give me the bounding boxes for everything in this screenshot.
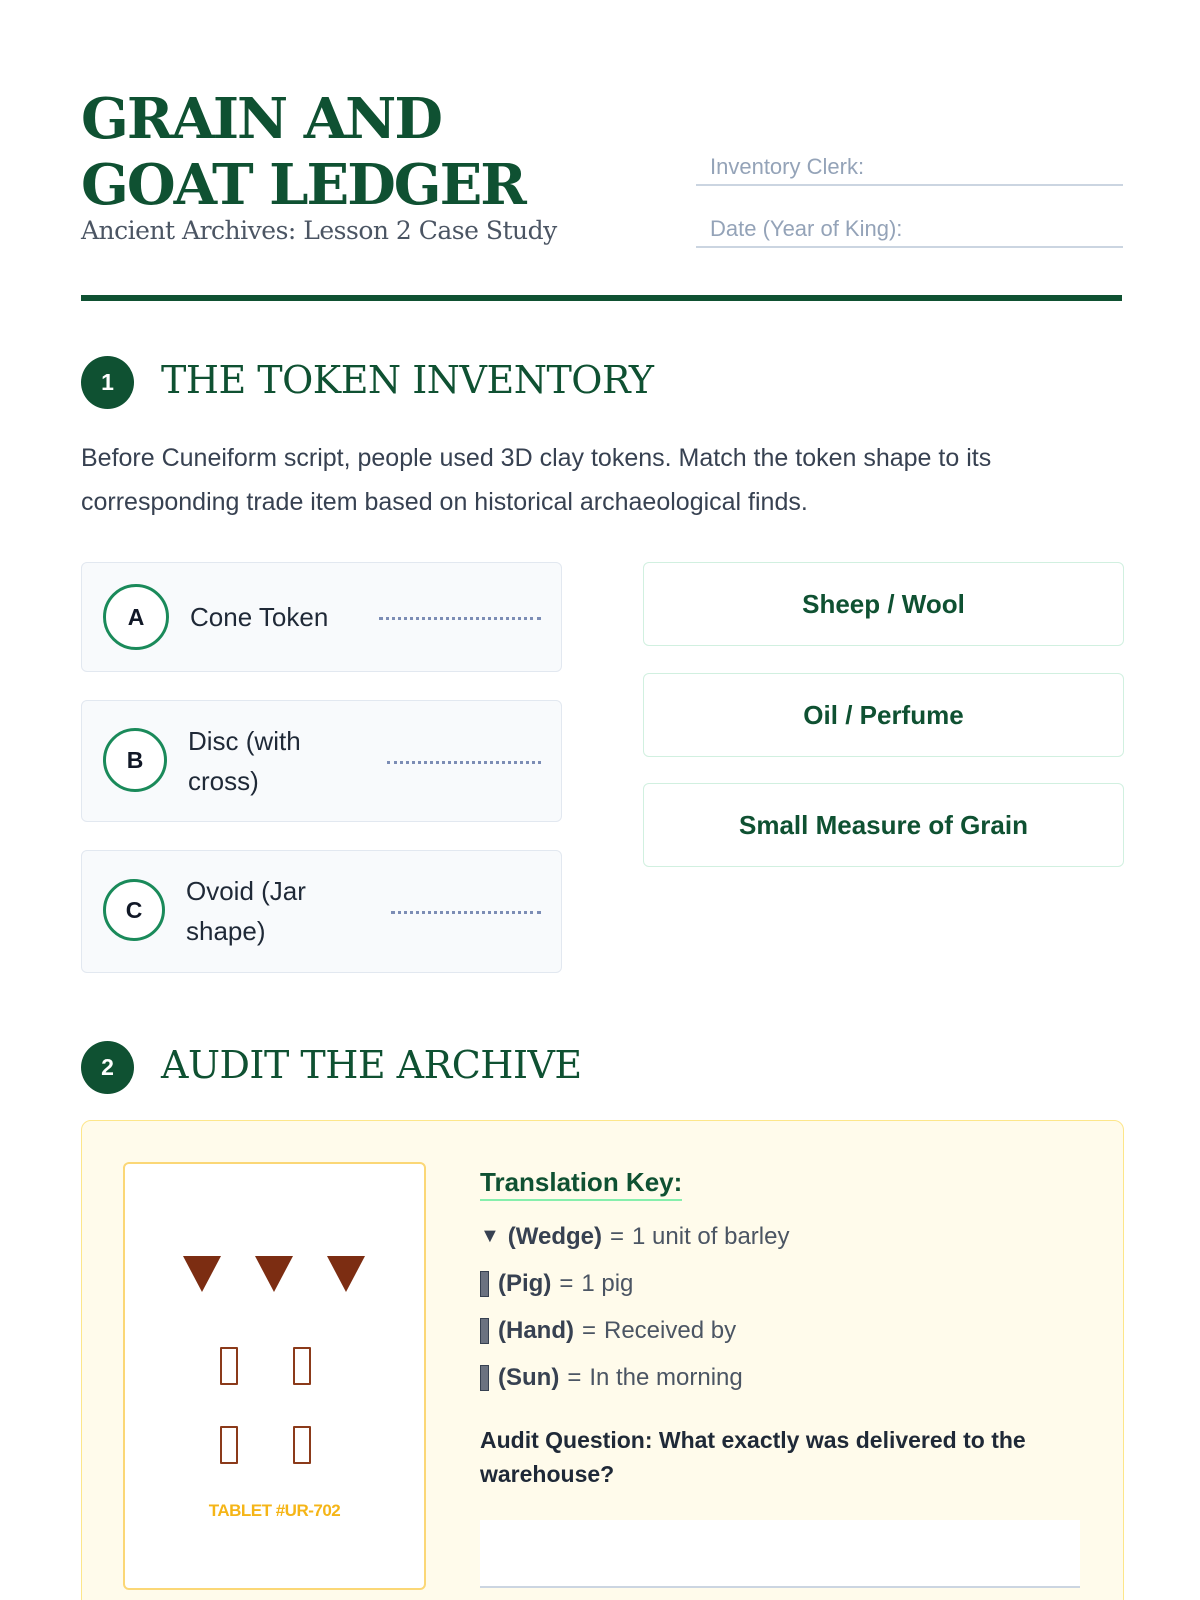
inventory-clerk-label: Inventory Clerk: bbox=[710, 154, 865, 179]
key-row-hand bbox=[480, 1307, 1080, 1354]
inventory-clerk-field[interactable] bbox=[696, 148, 1123, 186]
sun-glyph-icon bbox=[293, 1426, 311, 1464]
audit-panel bbox=[81, 1120, 1124, 1600]
key-name: (Wedge) bbox=[507, 1222, 603, 1250]
equals-sign: = bbox=[559, 1269, 574, 1297]
match-line bbox=[391, 911, 541, 914]
token-letter: C bbox=[103, 879, 165, 941]
header-divider bbox=[81, 295, 1122, 301]
key-row-wedge bbox=[480, 1213, 1080, 1260]
page-title: GRAIN AND GOAT LEDGER bbox=[81, 86, 525, 218]
audit-question: Audit Question: What exactly was delivered to the warehouse? bbox=[480, 1427, 1026, 1487]
section-2-heading bbox=[81, 1041, 981, 1095]
section-number-badge: 1 bbox=[81, 356, 134, 409]
clay-tablet bbox=[123, 1162, 426, 1590]
equals-sign: = bbox=[567, 1363, 582, 1391]
date-label: Date (Year of King): bbox=[710, 216, 903, 241]
match-line bbox=[379, 617, 541, 620]
key-meaning: In the morning bbox=[589, 1363, 743, 1391]
key-row-sun bbox=[480, 1354, 1080, 1401]
translation-key-list bbox=[480, 1213, 1080, 1401]
tablet-label: TABLET #UR-702 bbox=[208, 1501, 341, 1520]
trade-item-sheep-wool[interactable]: Sheep / Wool bbox=[643, 562, 1124, 646]
section-1-heading bbox=[81, 356, 981, 410]
wedge-icon bbox=[327, 1256, 365, 1292]
answer-field[interactable] bbox=[480, 1520, 1080, 1588]
key-name: (Hand) bbox=[498, 1316, 574, 1344]
match-line bbox=[387, 761, 541, 764]
section-number-badge: 2 bbox=[81, 1041, 134, 1094]
key-meaning: 1 unit of barley bbox=[632, 1222, 790, 1250]
token-card-a[interactable] bbox=[81, 562, 562, 672]
equals-sign: = bbox=[581, 1316, 596, 1344]
worksheet-header bbox=[81, 86, 1121, 298]
key-meaning: 1 pig bbox=[581, 1269, 634, 1297]
trade-item-oil-perfume[interactable]: Oil / Perfume bbox=[643, 673, 1124, 757]
pig-glyph-icon bbox=[480, 1271, 489, 1297]
page-subtitle: Ancient Archives: Lesson 2 Case Study bbox=[81, 216, 557, 245]
pig-glyph-icon bbox=[293, 1347, 311, 1385]
token-name: Ovoid (Jar shape) bbox=[186, 876, 306, 946]
key-row-pig bbox=[480, 1260, 1080, 1307]
translation-key-title: Translation Key: bbox=[480, 1165, 682, 1201]
wedge-icon bbox=[255, 1256, 293, 1292]
trade-item-grain[interactable]: Small Measure of Grain bbox=[643, 783, 1124, 867]
key-meaning: Received by bbox=[604, 1316, 737, 1344]
key-name: (Pig) bbox=[498, 1269, 552, 1297]
pig-glyph-icon bbox=[220, 1347, 238, 1385]
sun-glyph-icon bbox=[480, 1365, 489, 1391]
token-name: Disc (with cross) bbox=[188, 726, 301, 796]
section-title: THE TOKEN INVENTORY bbox=[161, 358, 654, 402]
token-name: Cone Token bbox=[190, 602, 329, 632]
section-1-instructions: Before Cuneiform script, people used 3D clay tokens. Match the token shape to its corresponding trade item based on historical archaeological finds. bbox=[81, 444, 992, 516]
token-card-b[interactable] bbox=[81, 700, 562, 822]
key-name: (Sun) bbox=[498, 1363, 560, 1391]
token-letter: B bbox=[103, 728, 167, 792]
token-card-c[interactable] bbox=[81, 850, 562, 973]
wedge-icon bbox=[183, 1256, 221, 1292]
hand-glyph-icon bbox=[480, 1318, 489, 1344]
wedge-icon: ▼ bbox=[480, 1225, 500, 1247]
hand-glyph-icon bbox=[220, 1426, 238, 1464]
date-field[interactable] bbox=[696, 210, 1123, 248]
token-letter: A bbox=[103, 584, 169, 650]
equals-sign: = bbox=[610, 1222, 625, 1250]
section-title: AUDIT THE ARCHIVE bbox=[161, 1043, 582, 1087]
